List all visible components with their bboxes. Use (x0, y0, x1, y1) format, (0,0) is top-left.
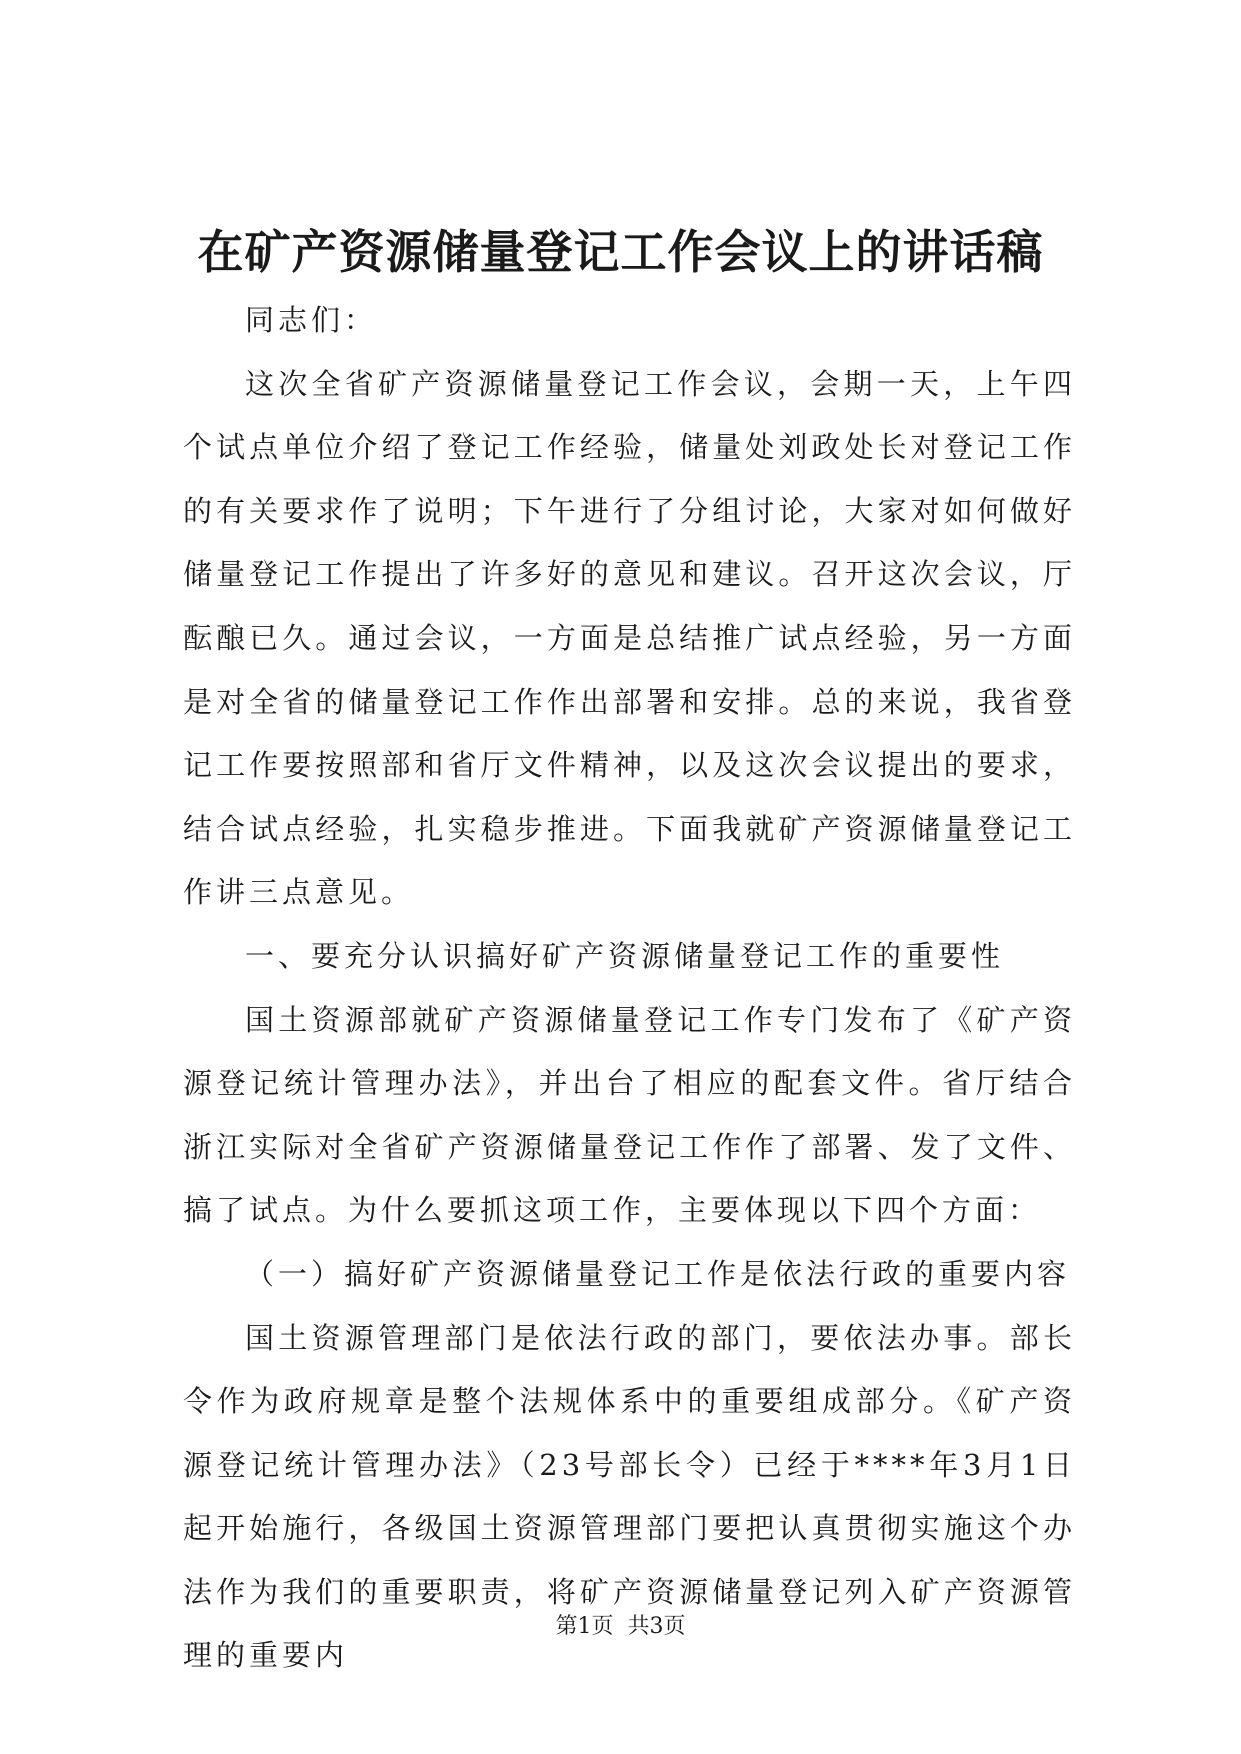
subsection-heading: （一）搞好矿产资源储量登记工作是依法行政的重要内容 (245, 1256, 1071, 1291)
body-paragraph: 国土资源部就矿产资源储量登记工作专门发布了《矿产资源登记统计管理办法》，并出台了相应的配套文件。省厅结合浙江实际对全省矿产资源储量登记工作作了部署、发了文件、搞了试点。为什么要抓这项工作，主要体现以下四个方面： (183, 1002, 1076, 1228)
body-paragraph: 这次全省矿产资源储量登记工作会议，会期一天，上午四个试点单位介绍了登记工作经验，储量处刘政处长对登记工作的有关要求作了说明；下午进行了分组讨论，大家对如何做好储量登记工作提出了许多好的意见和建议。召开这次会议，厅酝酿已久。通过会议，一方面是总结推广试点经验，另一方面是对全省的储量登记工作作出部署和安排。总的来说，我省登记工作要按照部和省厅文件精神，以及这次会议提出的要求，结合试点经验，扎实稳步推进。下面我就矿产资源储量登记工作讲三点意见。 (183, 366, 1076, 910)
section-heading: 一、要充分认识搞好矿产资源储量登记工作的重要性 (245, 938, 1005, 973)
page-footer (0, 1612, 1241, 1642)
body-paragraph: 国土资源管理部门是依法行政的部门，要依法办事。部长令作为政府规章是整个法规体系中的重要组成部分。《矿产资源登记统计管理办法》（23号部长令）已经于****年3月1日起开始施行，各级国土资源管理部门要把认真贯彻实施这个办法作为我们的重要职责，将矿产资源储量登记列入矿产资源管理的重要内 (183, 1320, 1076, 1673)
document-title: 在矿产资源储量登记工作会议上的讲话稿 (197, 225, 1044, 279)
page-number: 第1页 (555, 1614, 614, 1639)
page-total: 共3页 (627, 1614, 686, 1639)
document-body (183, 289, 1076, 1688)
salutation-paragraph: 同志们： (245, 303, 378, 337)
